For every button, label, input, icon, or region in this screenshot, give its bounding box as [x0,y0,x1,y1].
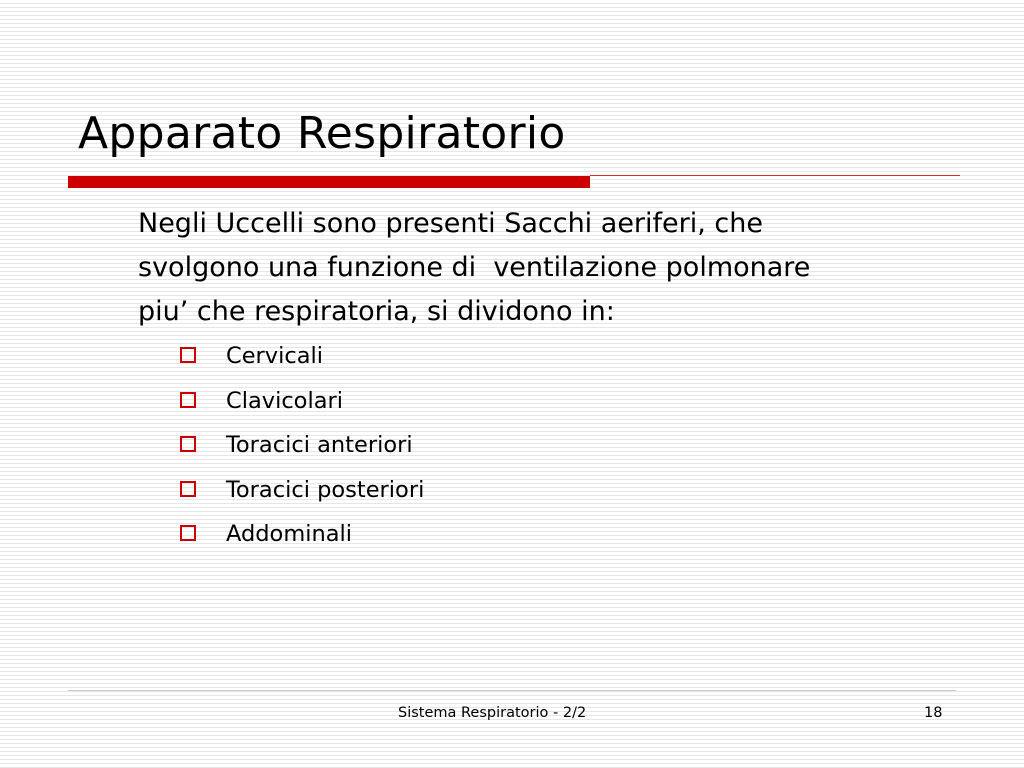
list-item-label: Toracici posteriori [226,476,425,503]
footer-divider [68,690,956,691]
list-item-label: Clavicolari [226,387,343,414]
page-number: 18 [924,705,943,721]
list-item-label: Toracici anteriori [226,432,413,458]
hollow-square-icon [180,525,196,541]
slide-title: Apparato Respiratorio [78,108,566,159]
list-item-label: Cervicali [226,343,324,369]
body-line: piu’ che respiratoria, si dividono in: [138,296,615,327]
hollow-square-icon [180,347,196,363]
hollow-square-icon [180,436,196,452]
body-line: svolgono una funzione di ventilazione polmonare [138,252,811,283]
hollow-square-icon [180,481,196,497]
body-paragraph [138,202,958,334]
list-item-label: Addominali [226,521,353,547]
hollow-square-icon [180,392,196,408]
title-underline-bar [68,176,590,188]
title-underline-line [590,175,960,176]
body-line: Negli Uccelli sono presenti Sacchi aeriferi, che [138,208,763,239]
footer-text: Sistema Respiratorio - 2/2 [398,705,587,721]
